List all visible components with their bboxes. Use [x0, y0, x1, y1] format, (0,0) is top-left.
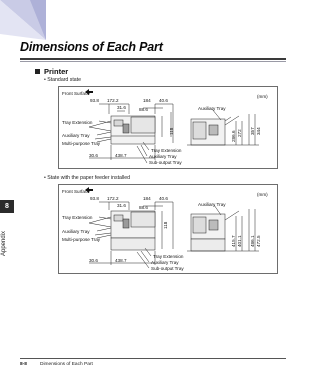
dim-mid: 88.6 — [139, 107, 148, 112]
footer-page-number: 8-8 — [20, 362, 27, 367]
dim-mid: 31.6 — [117, 105, 126, 110]
dim-mid: 88.6 — [139, 205, 148, 210]
tray-extension-label: Tray Extension — [151, 148, 182, 153]
page-title: Dimensions of Each Part — [20, 40, 163, 54]
dim-right: 486.1 — [250, 235, 255, 247]
tray-extension-label: Tray Extension — [153, 254, 184, 259]
diagram-caption-feeder: • State with the paper feeder installed — [44, 175, 131, 181]
dim-right: 344 — [256, 127, 261, 135]
title-rule — [20, 58, 286, 60]
chapter-number-tab: 8 — [0, 200, 14, 213]
chapter-label: Appendix — [1, 230, 7, 256]
dim-bottom: 30.6 — [89, 258, 98, 263]
square-bullet-icon — [35, 69, 40, 74]
corner-decoration — [0, 0, 70, 45]
title-rule-thin — [20, 61, 286, 62]
auxiliary-tray-label: Auxiliary Tray — [151, 260, 179, 265]
dim-right: 118 — [163, 221, 168, 229]
dim-right: 118 — [169, 127, 174, 135]
unit-label: (mm) — [257, 94, 268, 99]
dim-top: 93.8 — [90, 196, 99, 201]
dim-right: 357 — [250, 127, 255, 135]
diagram-caption-standard: • Standard state — [44, 77, 81, 83]
dim-bottom: 438.7 — [115, 258, 127, 263]
dim-mid: 31.6 — [117, 203, 126, 208]
dim-top: 172.2 — [107, 196, 119, 201]
tray-extension-label: Tray Extension — [62, 120, 93, 125]
unit-label: (mm) — [257, 192, 268, 197]
dim-top: 40.6 — [159, 98, 168, 103]
multi-purpose-tray-label: Multi-purpose Tray — [62, 237, 101, 242]
footer-rule — [20, 358, 286, 359]
dim-right: 415.7 — [231, 235, 236, 247]
dimension-diagram-standard — [58, 86, 278, 169]
dim-top: 184 — [143, 196, 151, 201]
dim-top: 40.6 — [159, 196, 168, 201]
dim-top: 93.8 — [90, 98, 99, 103]
front-surface-label: Front Surface — [62, 91, 90, 96]
dimension-diagram-feeder — [58, 184, 278, 274]
auxiliary-tray-label: Auxiliary Tray — [149, 154, 177, 159]
sub-output-tray-label: Sub-output Tray — [149, 160, 182, 165]
section-heading-text: Printer — [44, 67, 69, 76]
sub-output-tray-label: Sub-output Tray — [151, 266, 184, 271]
dim-right: 472.5 — [256, 235, 261, 247]
dim-right: 401.1 — [237, 235, 242, 247]
footer-title: Dimensions of Each Part — [40, 362, 93, 367]
dim-bottom: 438.7 — [115, 153, 127, 158]
auxiliary-tray-label: Auxiliary Tray — [62, 133, 90, 138]
multi-purpose-tray-label: Multi-purpose Tray — [62, 141, 101, 146]
auxiliary-tray-label: Auxiliary Tray — [198, 202, 226, 207]
auxiliary-tray-label: Auxiliary Tray — [198, 106, 226, 111]
front-surface-label: Front Surface — [62, 189, 90, 194]
dim-right: 272 — [237, 129, 242, 137]
auxiliary-tray-label: Auxiliary Tray — [62, 229, 90, 234]
dim-right: 286.6 — [231, 130, 236, 142]
dim-bottom: 30.6 — [89, 153, 98, 158]
tray-extension-label: Tray Extension — [62, 215, 93, 220]
dim-top: 184 — [143, 98, 151, 103]
dim-top: 172.2 — [107, 98, 119, 103]
section-heading — [35, 67, 68, 76]
